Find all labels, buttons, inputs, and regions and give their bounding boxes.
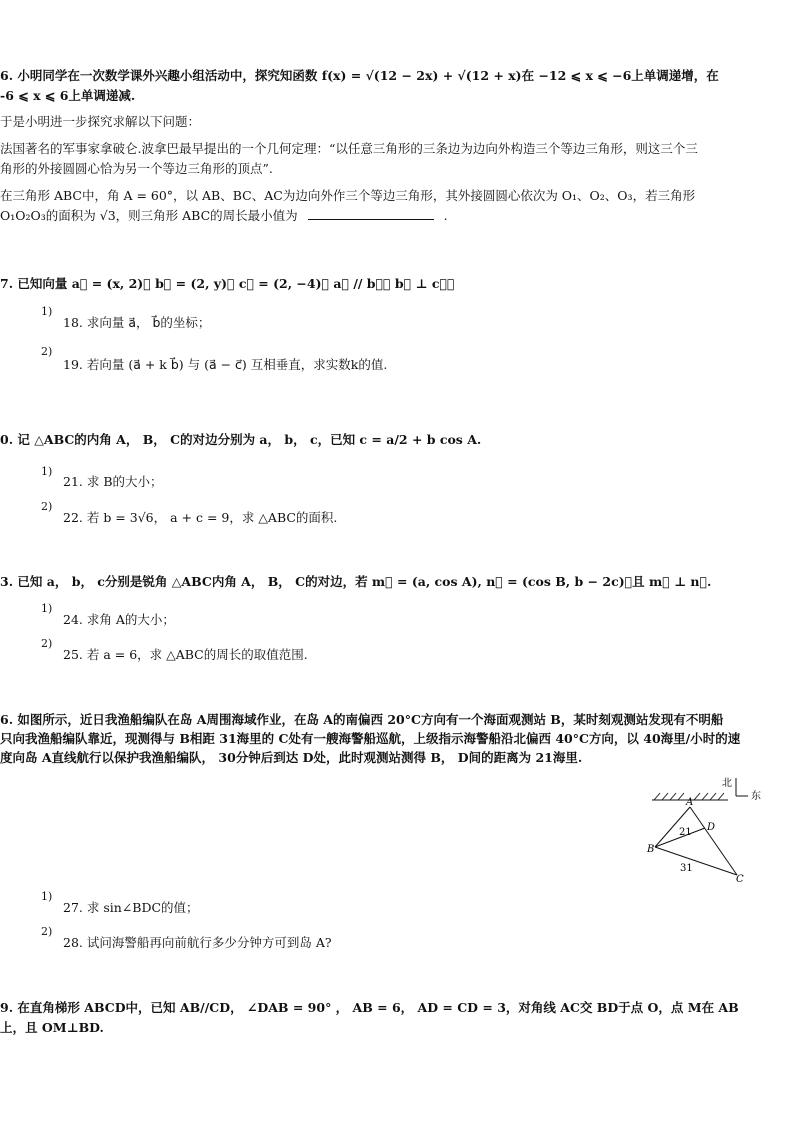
q26-line-3: 度向岛 A直线航行以保护我渔船编队， 30分钟后到达 D处，此时观测站测得 B， D间的距离为 21海里. (0, 750, 583, 765)
q23-stem: 3. 已知 a， b， c分别是锐角 △ABC内角 A， B， C的对边，若 m⃗ = (a, cos A), n⃗ = (cos B, b − 2c)，且 m⃗ ⊥ n⃗. (0, 574, 712, 589)
point-b-label: B (647, 844, 655, 855)
q29-line-2: 上，且 OM⊥BD. (0, 1020, 104, 1035)
q26-sub2-mark: 2) (41, 925, 53, 938)
q26-sub2: 28. 试问海警船再向前航行多少分钟方可到岛 A? (63, 935, 332, 950)
q16-line-5: 角形的外接圆圆心恰为另一个等边三角形的顶点”. (0, 161, 273, 176)
q20-stem: 0. 记 △ABC的内角 A， B， C的对边分别为 a， b， c，已知 c = a/2 + b cos A. (0, 432, 482, 447)
q26-sub1-mark: 1) (41, 890, 53, 903)
bc-length-label: 31 (680, 863, 693, 874)
q16-line-6: 在三角形 ABC中，角 A = 60°，以 AB、BC、AC为边向外作三个等边三角形，其外接圆圆心依次为 O₁、O₂、O₃，若三角形 (0, 188, 696, 203)
q17-sub1-mark: 1) (41, 305, 53, 318)
point-d-label: D (707, 822, 716, 833)
q16-line-3: 于是小明进一步探究求解以下问题： (0, 114, 201, 129)
q17-sub1: 18. 求向量 a⃗， b⃗的坐标； (63, 315, 211, 330)
q20-sub1-mark: 1) (41, 465, 53, 478)
q16-line-1: 6. 小明同学在一次数学课外兴趣小组活动中，探究知函数 f(x) = √(12 − 2x) + √(12 + x)在 −12 ⩽ x ⩽ −6上单调递增，在 (0, 68, 719, 83)
segment-ac (690, 807, 737, 875)
north-label: 北 (722, 778, 732, 789)
q17-sub2-mark: 2) (41, 345, 53, 358)
q29-line-1: 9. 在直角梯形 ABCD中，已知 AB//CD， ∠DAB = 90° ， AB = 6， AD = CD = 3，对角线 AC交 BD于点 O，点 M在 AB (0, 1000, 739, 1015)
q23-sub2-mark: 2) (41, 637, 53, 650)
q16-period: . (443, 208, 448, 223)
point-a-label: A (686, 797, 694, 808)
q16-line-7 (0, 206, 448, 224)
q16-line-2: -6 ⩽ x ⩽ 6上单调递减. (0, 88, 136, 103)
q20-sub2-mark: 2) (41, 500, 53, 513)
q26-sub1: 27. 求 sin∠BDC的值； (63, 900, 199, 915)
q16-line-4: 法国著名的军事家拿破仑.波拿巴最早提出的一个几何定理：“以任意三角形的三条边为边向外构造三个等边三角形，则这三个三 (0, 141, 698, 156)
q17-sub2: 19. 若向量 (a⃗ + k b⃗) 与 (a⃗ − c⃗) 互相垂直，求实数k的值. (63, 357, 388, 372)
east-label: 东 (751, 791, 761, 802)
point-c-label: C (736, 874, 744, 884)
q23-sub1-mark: 1) (41, 602, 53, 615)
q23-sub2: 25. 若 a = 6，求 △ABC的周长的取值范围. (63, 647, 308, 662)
q17-stem: 7. 已知向量 a⃗ = (x, 2)， b⃗ = (2, y)， c⃗ = (2, −4)， a⃗ // b⃗， b⃗ ⊥ c⃗， (0, 276, 455, 291)
bd-length-label: 21 (679, 827, 692, 838)
q23-sub1: 24. 求角 A的大小； (63, 612, 175, 627)
island-figure (640, 774, 794, 884)
q20-sub1: 21. 求 B的大小； (63, 474, 163, 489)
q26-line-2: 只向我渔船编队靠近，现测得与 B相距 31海里的 C处有一艘海警船巡航，上级指示海警船沿北偏西 40°C方向，以 40海里/小时的速 (0, 731, 741, 746)
q20-sub2: 22. 若 b = 3√6， a + c = 9，求 △ABC的面积. (63, 510, 338, 525)
answer-blank[interactable] (308, 219, 434, 220)
segment-bc (655, 847, 737, 875)
q26-line-1: 6. 如图所示，近日我渔船编队在岛 A周围海域作业，在岛 A的南偏西 20°C方向有一个海面观测站 B，某时刻观测站发现有不明船 (0, 712, 724, 727)
q16-line-7-text: O₁O₂O₃的面积为 √3，则三角形 ABC的周长最小值为 (0, 208, 298, 223)
